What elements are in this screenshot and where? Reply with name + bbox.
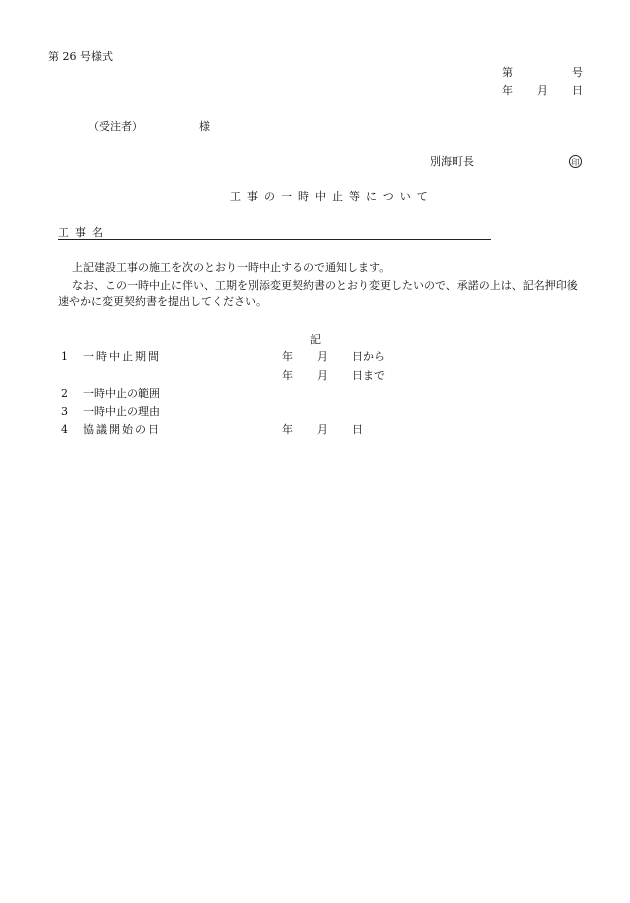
date-day: 日 xyxy=(572,84,583,97)
doc-number-prefix: 第 xyxy=(502,66,513,79)
date-month: 月 xyxy=(537,84,548,97)
item-day: 日 xyxy=(352,423,363,436)
item-label: 一時中止の範囲 xyxy=(83,387,160,400)
project-name-label: 工事名 xyxy=(58,226,109,239)
item-number: 4 xyxy=(61,423,68,436)
recipient-honorific: 様 xyxy=(199,120,210,133)
item-month: 月 xyxy=(317,350,328,363)
seal-mark: 印 xyxy=(569,155,582,168)
document-title: 工事の一時中止等について xyxy=(230,190,434,203)
item-number: 1 xyxy=(61,350,68,363)
doc-number-suffix: 号 xyxy=(572,66,583,79)
item-number: 2 xyxy=(61,387,68,400)
project-name-underline xyxy=(58,239,491,240)
body-paragraph-2: なお、この一時中止に伴い、工期を別添変更契約書のとおり変更したいので、承諾の上は、記名押印後速やかに変更契約書を提出してください。 xyxy=(58,279,578,308)
item-year: 年 xyxy=(282,423,293,436)
item-day: 日から xyxy=(352,350,385,363)
item-year: 年 xyxy=(282,369,293,382)
ki-heading: 記 xyxy=(310,333,321,346)
item-month: 月 xyxy=(317,369,328,382)
item-number: 3 xyxy=(61,405,68,418)
item-label: 一時中止の理由 xyxy=(83,405,160,418)
item-label: 一時中止期間 xyxy=(83,350,161,363)
recipient-label: （受注者） xyxy=(88,120,143,133)
form-number: 第 26 号様式 xyxy=(48,50,113,63)
item-label: 協議開始の日 xyxy=(83,423,161,436)
item-day: 日まで xyxy=(352,369,385,382)
item-year: 年 xyxy=(282,350,293,363)
item-month: 月 xyxy=(317,423,328,436)
body-paragraph-1: 上記建設工事の施工を次のとおり一時中止するので通知します。 xyxy=(72,261,391,274)
date-year: 年 xyxy=(502,84,513,97)
issuer-name: 別海町長 xyxy=(430,155,474,168)
